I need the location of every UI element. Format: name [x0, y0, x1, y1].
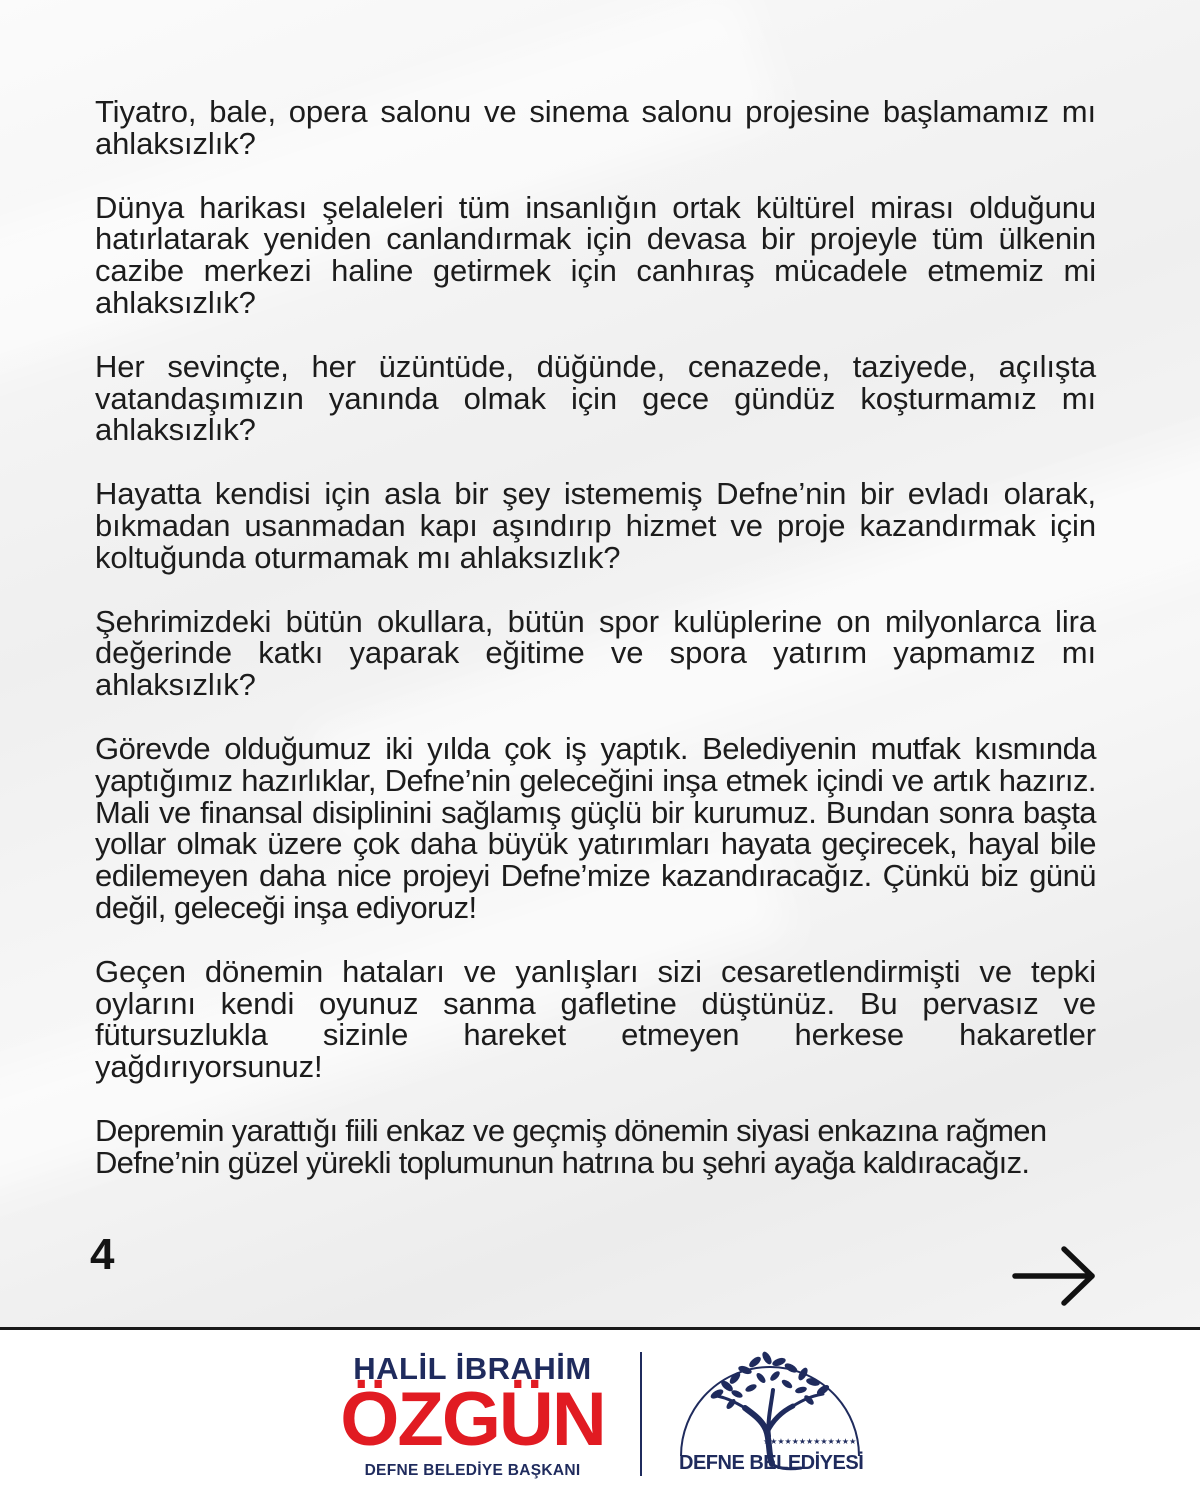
paragraph-1: Tiyatro, bale, opera salonu ve sinema salonu projesine başlamamız mı ahlaksızlık? [95, 94, 1096, 161]
mayor-first-name: HALİL İBRAHİM [353, 1351, 592, 1386]
municipality-logo-text: DEFNE BELEDİYESİ [679, 1452, 864, 1474]
paragraph-7: Geçen dönemin hataları ve yanlışları sizi cesaretlendirmişti ve tepki oylarını kendi oyunuz sanma gafletine düştünüz. Bu pervasız ve fütursuzlukla sizinle hareket etmeyen herkese hakaretler yağdırıyorsunuz! [95, 953, 1096, 1085]
page-number: 4 [90, 1230, 115, 1279]
arrow-right-icon [1012, 1245, 1098, 1307]
paragraph-6: Görevde olduğumuz iki yılda çok iş yaptık. Belediyenin mutfak kısmında yaptığımız hazırlıklar, Defne’nin geleceğini inşa etmek içindi ve artık hazırız. Mali ve finansal disiplinini sağlamış güçlü bir kurumuz. Bundan sonra başta yollar olmak üzere çok daha büyük yatırımları hayata geçirecek, hayal bile edilemeyen daha nice projeyi Defne’mize kazandıracağız. Çünkü biz günü değil, geleceği inşa ediyoruz! [95, 730, 1096, 925]
footer-banner [0, 1330, 1200, 1501]
footer-separator [640, 1352, 642, 1476]
paragraph-3: Her sevinçte, her üzüntüde, düğünde, cenazede, taziyede, açılışta vatandaşımızın yanında olmak için gece gündüz koşturmamız mı ahlaksızlık? [95, 348, 1096, 448]
paragraph-8: Depremin yarattığı fiili enkaz ve geçmiş dönemin siyasi enkazına rağmen Defne’nin güzel yürekli toplumunun hatrına bu şehri ayağa kaldıracağız. [95, 1112, 1047, 1180]
paragraph-2: Dünya harikası şelaleleri tüm insanlığın ortak kültürel mirası olduğunu hatırlatarak yeniden canlandırmak için devasa bir projeyle tüm ülkenin cazibe merkezi haline getirmek için canhıraş mücadele etmemiz mi ahlaksızlık? [95, 189, 1096, 320]
paragraph-5: Şehrimizdeki bütün okullara, bütün spor kulüplerine on milyonlarca lira değerinde katkı yaparak eğitime ve spora yatırım yapmamız mı ahlaksızlık? [95, 603, 1096, 703]
svg-text:★★★★★★★★★★★★★: ★★★★★★★★★★★★★ [763, 1437, 857, 1446]
next-page-button[interactable] [1012, 1245, 1098, 1307]
paragraph-4: Hayatta kendisi için asla bir şey istememiş Defne’nin bir evladı olarak, bıkmadan usanmadan kapı aşındırıp hizmet ve proje kazandırmak için koltuğunda oturmamak mı ahlaksızlık? [95, 476, 1096, 575]
mayor-title: DEFNE BELEDİYE BAŞKANI [364, 1462, 581, 1479]
mayor-last-name: ÖZGÜN [340, 1377, 605, 1462]
mayor-name-block [340, 1352, 605, 1480]
article-body [95, 96, 1096, 1211]
